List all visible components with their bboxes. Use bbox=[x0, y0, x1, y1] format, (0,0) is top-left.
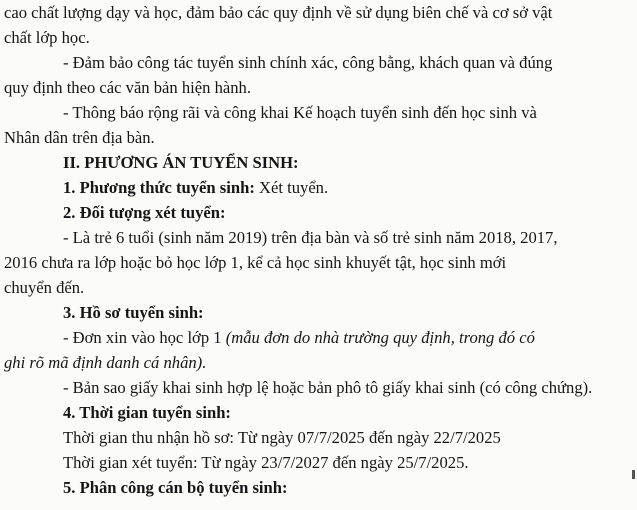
subsection-heading: 1. Phương thức tuyển sinh: bbox=[63, 178, 255, 197]
paragraph-line: chất lớp học. bbox=[4, 28, 90, 47]
paragraph-line: Thời gian thu nhận hồ sơ: Từ ngày 07/7/2025 đến ngày 22/7/2025 bbox=[63, 428, 501, 447]
paragraph-line: Nhân dân trên địa bàn. bbox=[4, 128, 155, 147]
paragraph-line: - Bản sao giấy khai sinh hợp lệ hoặc bản phô tô giấy khai sinh (có công chứng). bbox=[63, 378, 593, 397]
paragraph-line: cao chất lượng dạy và học, đảm bảo các quy định về sử dụng biên chế và cơ sở vật bbox=[4, 3, 553, 22]
paragraph-line: 2016 chưa ra lớp hoặc bỏ học lớp 1, kể cả học sinh khuyết tật, học sinh mới bbox=[4, 253, 507, 272]
paragraph-line: Thời gian xét tuyển: Từ ngày 23/7/2027 đến ngày 25/7/2025. bbox=[63, 453, 469, 472]
subsection-value: Xét tuyển. bbox=[254, 178, 329, 197]
paragraph-italic-text: (mẫu đơn do nhà trường quy định, trong đó có bbox=[225, 328, 535, 347]
section-title: II. PHƯƠNG ÁN TUYỂN SINH: bbox=[63, 153, 299, 172]
paragraph-line: - Là trẻ 6 tuổi (sinh năm 2019) trên địa bàn và số trẻ sinh năm 2018, 2017, bbox=[63, 228, 558, 247]
subsection-heading: 3. Hồ sơ tuyển sinh: bbox=[63, 303, 204, 322]
paragraph-line: ghi rõ mã định danh cá nhân). bbox=[4, 353, 207, 372]
paragraph-line: quy định theo các văn bản hiện hành. bbox=[4, 78, 251, 97]
paragraph-line bbox=[63, 327, 637, 349]
paragraph-line: - Đảm bảo công tác tuyển sinh chính xác, công bằng, khách quan và đúng bbox=[63, 53, 553, 72]
paragraph-line: - Thông báo rộng rãi và công khai Kế hoạch tuyển sinh đến học sinh và bbox=[63, 103, 537, 122]
subsection-heading: 2. Đối tượng xét tuyển: bbox=[63, 203, 226, 222]
subsection-heading: 5. Phân công cán bộ tuyển sinh: bbox=[63, 478, 288, 497]
paragraph-text: - Đơn xin vào học lớp 1 bbox=[63, 328, 226, 347]
paragraph-line: chuyển đến. bbox=[4, 278, 85, 297]
scan-mark bbox=[632, 470, 635, 479]
subsection-1 bbox=[63, 177, 637, 199]
subsection-heading: 4. Thời gian tuyển sinh: bbox=[63, 403, 231, 422]
